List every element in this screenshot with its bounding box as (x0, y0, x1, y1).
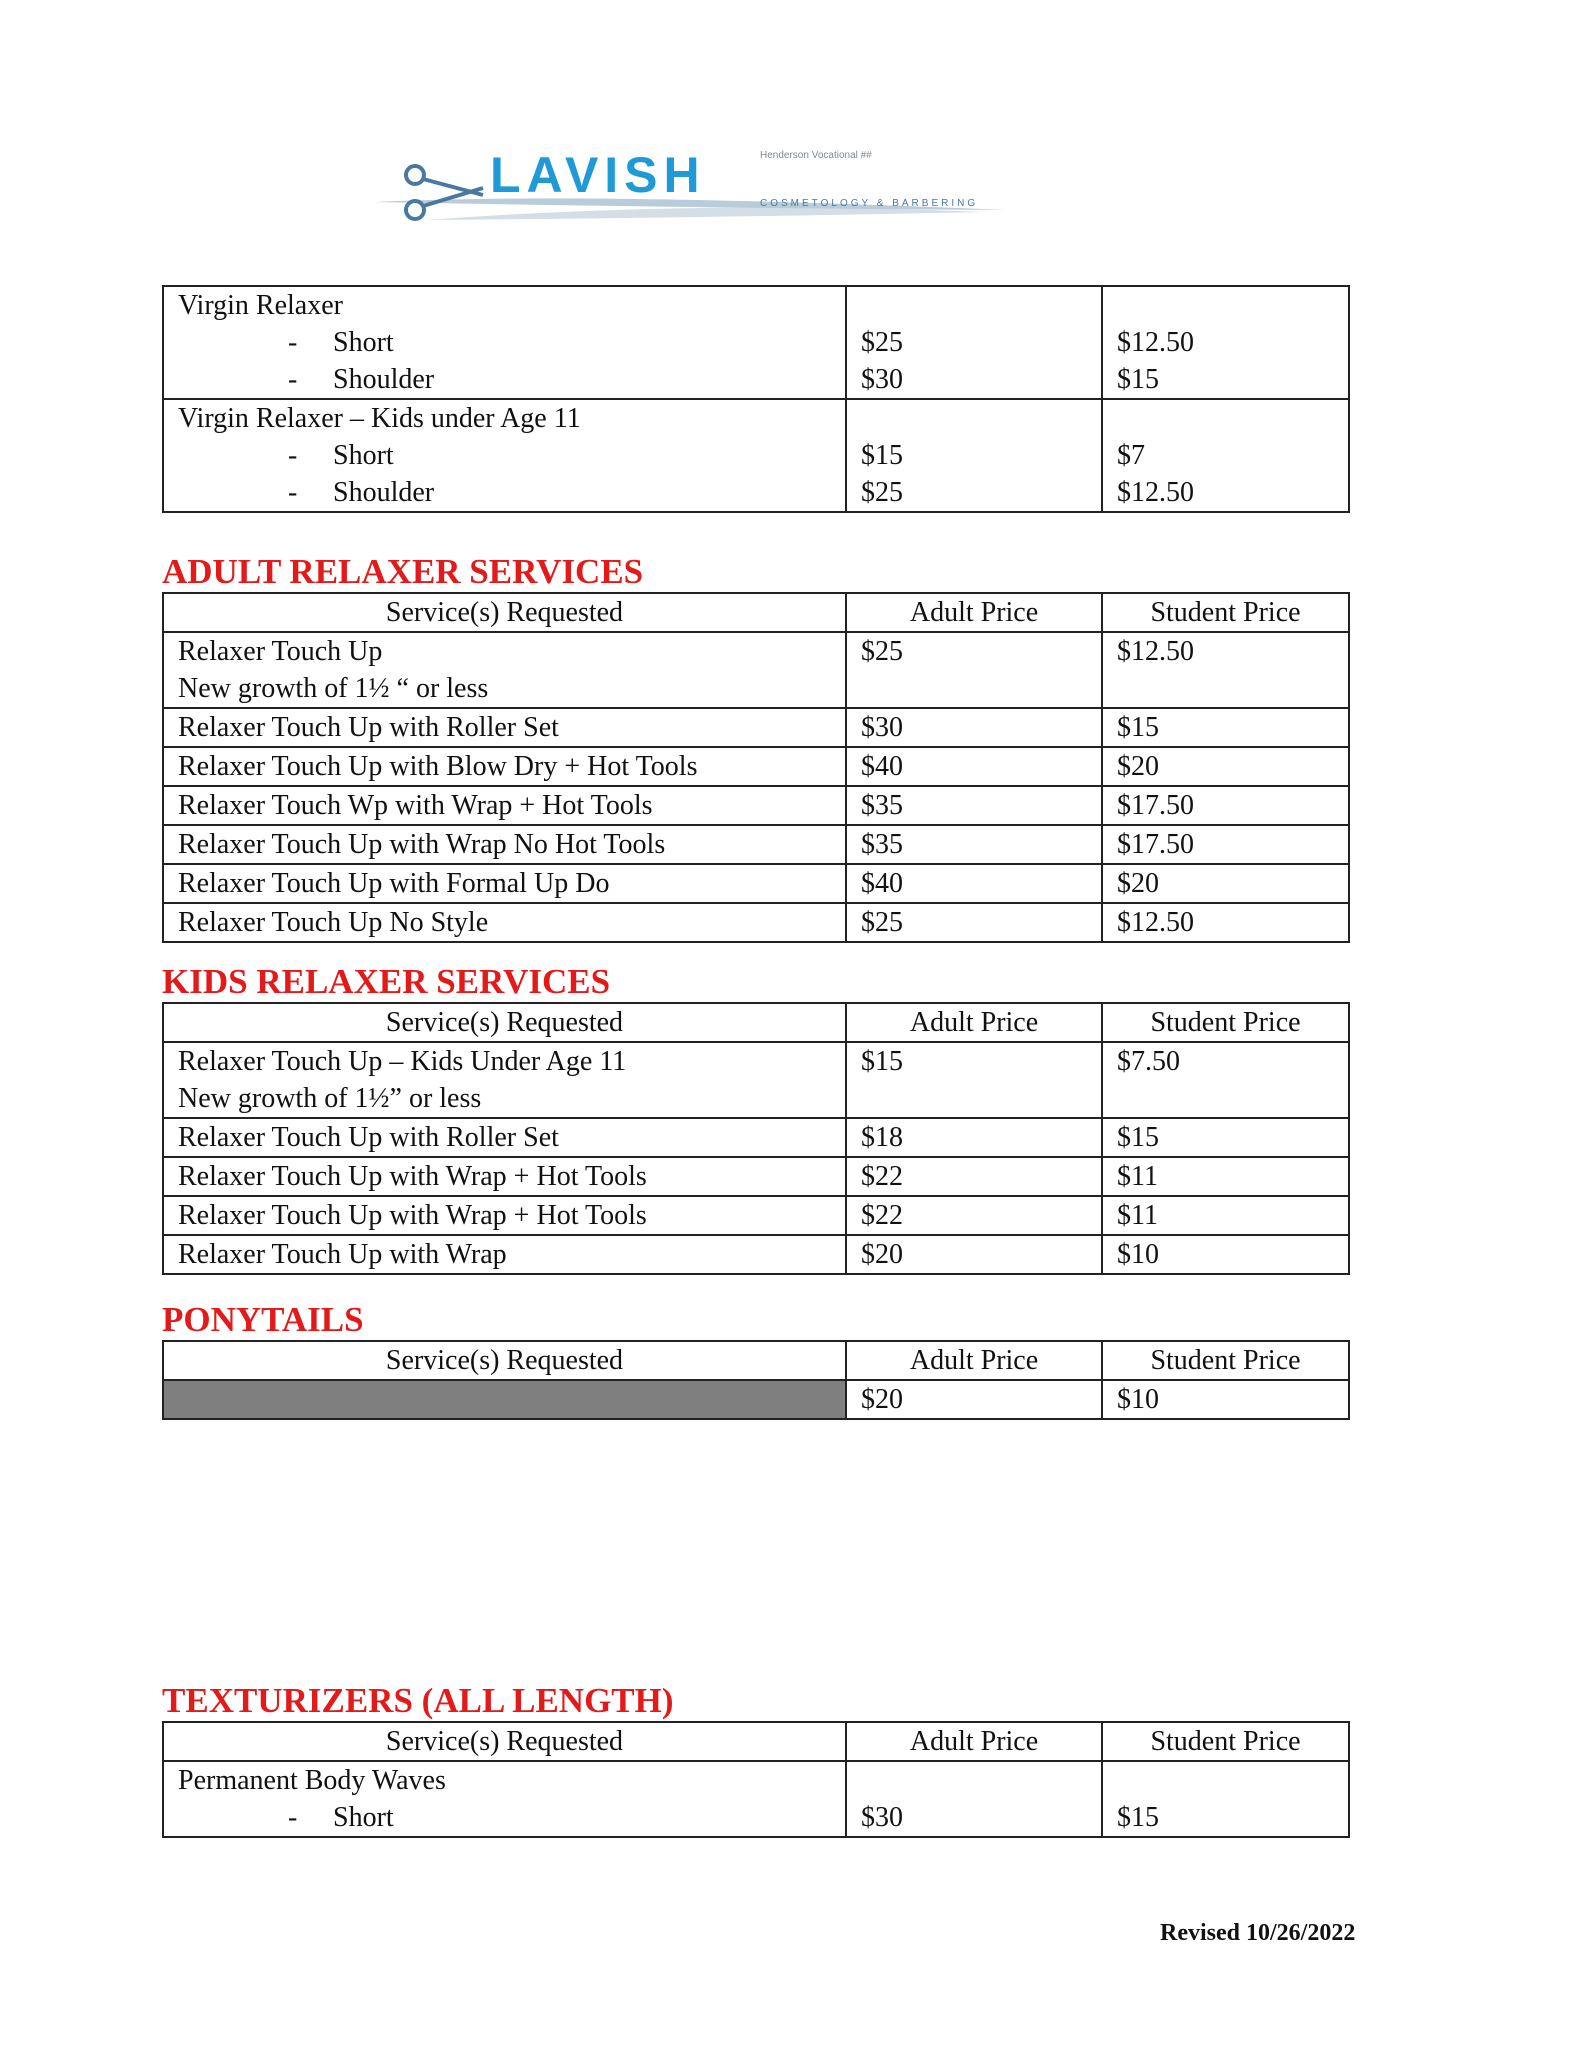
service-title: Virgin Relaxer (178, 290, 343, 321)
table-row (163, 1380, 1349, 1419)
column-header-adult-price: Adult Price (846, 593, 1102, 632)
adult-price-cell: $35 (846, 786, 1102, 825)
adult-price-cell: $20 (846, 1235, 1102, 1274)
student-price-cell: $10 (1102, 1235, 1349, 1274)
column-header-student-price: Student Price (1102, 1722, 1349, 1761)
student-price-cell: $17.50 (1102, 825, 1349, 864)
section-heading-ponytails: PONYTAILS (162, 1300, 364, 1339)
table-row (163, 399, 1349, 512)
adult-price-cell: $40 (846, 747, 1102, 786)
service-cell: Relaxer Touch Up with Wrap (163, 1235, 846, 1274)
student-price-cell: $11 (1102, 1157, 1349, 1196)
service-cell: Relaxer Touch Wp with Wrap + Hot Tools (163, 786, 846, 825)
service-cell: Relaxer Touch Up with Wrap + Hot Tools (163, 1157, 846, 1196)
adult-relaxer-table (162, 592, 1350, 943)
table-row (163, 632, 1349, 708)
table-row (163, 1196, 1349, 1235)
section-heading-texturizers: TEXTURIZERS (ALL LENGTH) (162, 1681, 674, 1720)
adult-price-cell: $25 (846, 903, 1102, 942)
service-cell: Relaxer Touch Up with Roller Set (163, 1118, 846, 1157)
table-row (163, 825, 1349, 864)
student-price-cell: $20 (1102, 864, 1349, 903)
table-header-row (163, 1722, 1349, 1761)
table-row (163, 747, 1349, 786)
student-price-cell: $10 (1102, 1380, 1349, 1419)
adult-price-cell: $40 (846, 864, 1102, 903)
table-row (163, 864, 1349, 903)
list-item: - Short (288, 327, 394, 358)
student-price-cell: $15 (1102, 1118, 1349, 1157)
student-price-cell: $11 (1102, 1196, 1349, 1235)
ponytails-table (162, 1340, 1350, 1420)
service-cell: Relaxer Touch Up with Formal Up Do (163, 864, 846, 903)
table-header-row (163, 1003, 1349, 1042)
table-header-row (163, 593, 1349, 632)
logo-tagline: Henderson Vocational ## (760, 150, 872, 161)
scissors-logo-icon (365, 140, 1005, 240)
service-cell: Relaxer Touch Up with Roller Set (163, 708, 846, 747)
section-heading-kids: KIDS RELAXER SERVICES (162, 962, 611, 1001)
list-item: - Shoulder (288, 477, 435, 508)
column-header-student-price: Student Price (1102, 1341, 1349, 1380)
table-row (163, 1042, 1349, 1118)
list-item: - Short (288, 440, 394, 471)
list-item: - Shoulder (288, 364, 435, 395)
service-cell: Relaxer Touch Up with Wrap + Hot Tools (163, 1196, 846, 1235)
student-price-cell: $12.50 $15 (1102, 286, 1349, 399)
student-price-cell: $15 (1102, 1761, 1349, 1837)
column-header-adult-price: Adult Price (846, 1722, 1102, 1761)
column-header-student-price: Student Price (1102, 593, 1349, 632)
adult-price-cell: $22 (846, 1196, 1102, 1235)
logo-subtext: COSMETOLOGY & BARBERING (760, 198, 979, 209)
adult-price-cell: $25 (846, 632, 1102, 708)
service-cell: Relaxer Touch Up No Style (163, 903, 846, 942)
adult-price-cell: $22 (846, 1157, 1102, 1196)
service-cell (163, 399, 846, 512)
student-price-cell: $15 (1102, 708, 1349, 747)
table-row (163, 1761, 1349, 1837)
column-header-student-price: Student Price (1102, 1003, 1349, 1042)
kids-relaxer-table (162, 1002, 1350, 1275)
student-price-cell: $20 (1102, 747, 1349, 786)
table-row (163, 708, 1349, 747)
adult-price-cell: $18 (846, 1118, 1102, 1157)
service-title: Permanent Body Waves (178, 1765, 446, 1796)
section-heading-adult: ADULT RELAXER SERVICES (162, 552, 644, 591)
student-price-cell: $12.50 (1102, 632, 1349, 708)
student-price-cell: $7 $12.50 (1102, 399, 1349, 512)
service-cell: Relaxer Touch Up – Kids Under Age 11 New growth of 1½” or less (163, 1042, 846, 1118)
adult-price-cell: $35 (846, 825, 1102, 864)
table-header-row (163, 1341, 1349, 1380)
adult-price-cell: $15 $25 (846, 399, 1102, 512)
revised-date: Revised 10/26/2022 (1160, 1920, 1356, 1946)
student-price-cell: $12.50 (1102, 903, 1349, 942)
service-cell (163, 1761, 846, 1837)
student-price-cell: $17.50 (1102, 786, 1349, 825)
student-price-cell: $7.50 (1102, 1042, 1349, 1118)
table-row (163, 903, 1349, 942)
service-title: Virgin Relaxer – Kids under Age 11 (178, 403, 581, 434)
adult-price-cell: $30 (846, 708, 1102, 747)
service-cell: Relaxer Touch Up with Blow Dry + Hot Tools (163, 747, 846, 786)
service-cell-shaded (163, 1380, 846, 1419)
column-header-adult-price: Adult Price (846, 1003, 1102, 1042)
table-row (163, 1118, 1349, 1157)
adult-price-cell: $20 (846, 1380, 1102, 1419)
virgin-relaxer-table (162, 285, 1350, 513)
table-row (163, 786, 1349, 825)
list-item: - Short (288, 1802, 394, 1833)
adult-price-cell: $25 $30 (846, 286, 1102, 399)
table-row (163, 1235, 1349, 1274)
logo-wordmark: LAVISH (490, 147, 706, 203)
column-header-service: Service(s) Requested (163, 1341, 846, 1380)
service-cell (163, 286, 846, 399)
adult-price-cell: $15 (846, 1042, 1102, 1118)
column-header-service: Service(s) Requested (163, 593, 846, 632)
adult-price-cell: $30 (846, 1761, 1102, 1837)
lavish-logo (365, 140, 1005, 240)
table-row (163, 286, 1349, 399)
service-cell: Relaxer Touch Up with Wrap No Hot Tools (163, 825, 846, 864)
column-header-adult-price: Adult Price (846, 1341, 1102, 1380)
column-header-service: Service(s) Requested (163, 1003, 846, 1042)
texturizers-table (162, 1721, 1350, 1838)
table-row (163, 1157, 1349, 1196)
service-cell: Relaxer Touch Up New growth of 1½ “ or less (163, 632, 846, 708)
column-header-service: Service(s) Requested (163, 1722, 846, 1761)
